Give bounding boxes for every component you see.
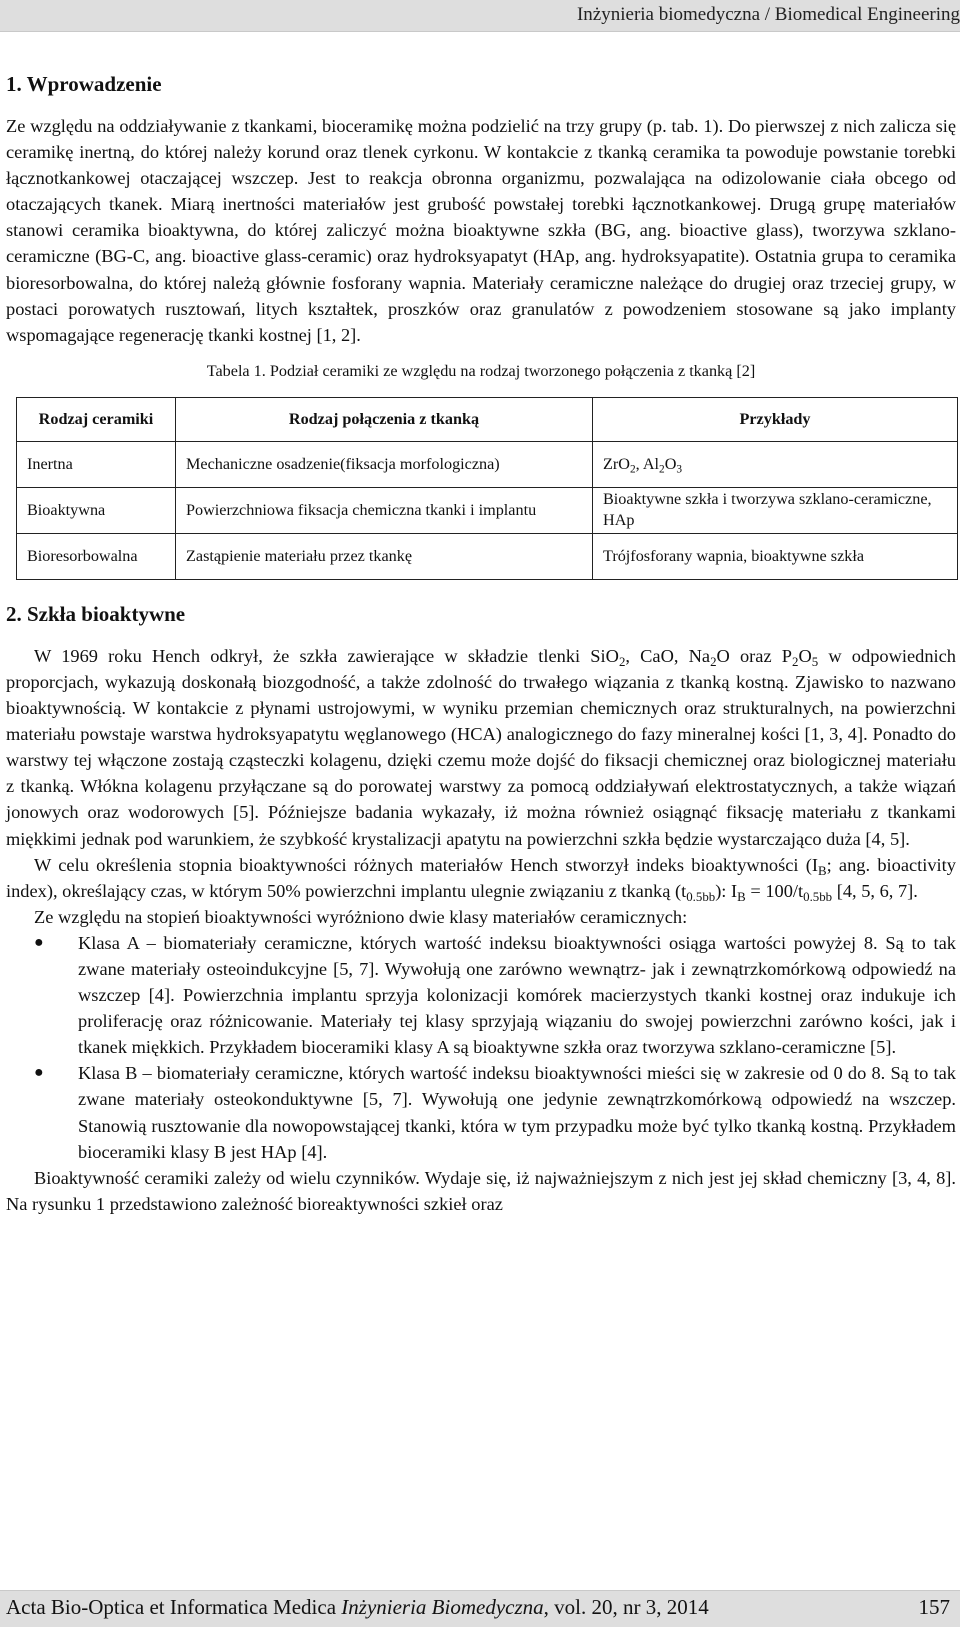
table-cell-type: Inertna	[17, 441, 176, 487]
ceramics-table	[16, 397, 958, 580]
table-cell-connection: Mechaniczne osadzenie(fiksacja morfologiczna)	[176, 441, 593, 487]
bioactive-paragraph-4: Bioaktywność ceramiki zależy od wielu czynników. Wydaje się, iż najważniejszym z nich jest jej skład chemiczny [3, 4, 8]. Na rysunku 1 przedstawiono zależność bioreaktywności szkieł oraz	[6, 1167, 956, 1214]
list-item: ● Klasa B – biomateriały ceramiczne, których wartość indeksu bioaktywności mieści się w zakresie od 0 do 8. Są to tak zwane materiały osteokonduktywne [5, 7]. Wywołują one jedynie zewnątrzkomórkową odpowiedź na wszczep. Stanowią rusztowanie dla nowopowstającej tkanki, która w tym przypadku może być tylko tkanką kostną. Przykładem bioceramiki klasy B jest HAp [4].	[78, 1060, 956, 1164]
running-title: Inżynieria biomedyczna / Biomedical Engineering	[576, 4, 960, 25]
table-header-cell: Rodzaj ceramiki	[17, 397, 176, 441]
bioactive-paragraph-3: Ze względu na stopień bioaktywności wyróżniono dwie klasy materiałów ceramicznych:	[34, 906, 688, 927]
intro-paragraph: Ze względu na oddziaływanie z tkankami, bioceramikę można podzielić na trzy grupy (p. tab. 1). Do pierwszej z nich zalicza się ceramikę inertną, do której należy korund oraz tlenek cyrkonu. W kontakcie z tkanką ceramika ta powoduje powstanie torebki łącznotkankowej otaczającej wszczep. Jest to reakcja obronna organizmu, pozwalająca na odizolowanie ciała obcego od otaczających tkanek. Miarą inertności materiałów jest grubość powstałej torebki łącznotkankowej. Drugą grupę materiałów stanowi ceramika bioaktywna, do której zaliczyć można bioaktywne szkła (BG, ang. bioactive glass), tworzywa szklano-ceramiczne (BG-C, ang. bioactive glass-ceramic) oraz hydroksyapatyt (HAp, ang. hydroksyapatite). Ostatnia grupa to ceramika bioresorbowalna, do której należą głównie fosforany wapnia. Materiały ceramiczne należące do drugiej oraz trzeciej grupy, w postaci porowatych rusztowań, litych kształtek, proszków oraz granulatów z powodzeniem stosowane są jako implanty wspomagające regenerację tkanki kostnej [1, 2].	[6, 116, 956, 345]
running-header	[0, 0, 960, 32]
list-item: ● Klasa A – biomateriały ceramiczne, których wartość indeksu bioaktywności osiąga wartości powyżej 8. Są to tak zwane materiały osteoindukcyjne [5, 7]. Wywołują one zarówno wewnątrz- jak i zewnątrzkomórkową odpowiedź na wszczep [4]. Powierzchnia implantu sprzyja kolonizacji komórek macierzystych tkanki kostnej oraz indukuje ich proliferację oraz różnicowanie. Materiały tej klasy sprzyjają wiązaniu do swojej powierzchni zarówno kości, jak i tkanek miękkich. Przykładem bioceramiki klasy A są bioaktywne szkła oraz tworzywa szklano-ceramiczne [5].	[78, 930, 956, 1060]
table-cell-examples: Bioaktywne szkła i tworzywa szklano-ceramiczne, HAp	[593, 487, 958, 533]
bioactivity-class-list	[6, 930, 956, 1165]
table-cell-connection: Powierzchniowa fiksacja chemiczna tkanki i implantu	[176, 487, 593, 533]
section-heading-bioactive-glass: 2. Szkła bioaktywne	[6, 601, 186, 626]
bioactive-paragraph-2: W celu określenia stopnia bioaktywności różnych materiałów Hench stworzył indeks bioaktywności ($I_B$; ang. bioactivity index), określający czas, w którym 50% powierzchni implantu ulegnie związaniu z tkanką $(t_{0.5bb})$: $I_B = 100/t_{0.5bb}$ [4, 5, 6, 7].	[6, 854, 956, 904]
bioactive-paragraph-1: W 1969 roku Hench odkrył, że szkła zawierające w składzie tlenki SiO$_2$, CaO, $Na_2O$ oraz $P_2O_5$ w odpowiednich proporcjach, wykazują doskonałą biozgodność, a także zdolność do trwałego wiązania z tkanką kostną. Zjawisko to nazwano bioaktywnością. W kontakcie z płynami ustrojowymi, w wyniku przemian chemicznych oraz strukturalnych, na powierzchni materiału powstaje warstwa hydroksyapatytu węglanowego (HCA) analogicznego do fazy mineralnej kości [1, 3, 4]. Ponadto do warstwy tej włączone zostają cząsteczki kolagenu, dzięki czemu może dojść do fiksacji chemicznej oraz biologicznej materiału z tkanką. Włókna kolagenu przyłączane są do porowatej warstwy za pomocą oddziaływań elektrostatycznych, a także wiązań jonowych oraz wodorowych [5]. Późniejsze badania wykazały, iż można również osiągnąć fiksację materiału z tkankami miękkimi jednak pod warunkiem, że szybkość krystalizacji apatytu na powierzchni szkła będzie wystarczająco duża [4, 5].	[6, 645, 956, 849]
table-cell-type: Bioaktywna	[17, 487, 176, 533]
table-cell-type: Bioresorbowalna	[17, 533, 176, 579]
bullet-icon: ●	[34, 1064, 44, 1082]
table-row	[17, 441, 958, 487]
table-header-row	[17, 397, 958, 441]
section-heading-introduction: 1. Wprowadzenie	[6, 72, 162, 96]
table-cell-examples: ZrO$_2$, $Al_2O_3$	[593, 441, 958, 487]
table-cell-examples: Trójfosforany wapnia, bioaktywne szkła	[593, 533, 958, 579]
running-footer	[0, 1590, 960, 1627]
table-row	[17, 533, 958, 579]
page-content	[6, 70, 956, 1217]
table-row	[17, 487, 958, 533]
table-caption: Tabela 1. Podział ceramiki ze względu na rodzaj tworzonego połączenia z tkanką [2]	[206, 361, 756, 380]
table-header-cell: Rodzaj połączenia z tkanką	[176, 397, 593, 441]
table-cell-connection: Zastąpienie materiału przez tkankę	[176, 533, 593, 579]
journal-citation: Acta Bio-Optica et Informatica Medica Inżynieria Biomedyczna, vol. 20, nr 3, 2014	[6, 1595, 709, 1619]
table-header-cell: Przykłady	[593, 397, 958, 441]
bullet-icon: ●	[34, 933, 44, 951]
page-number: 157	[918, 1595, 950, 1619]
